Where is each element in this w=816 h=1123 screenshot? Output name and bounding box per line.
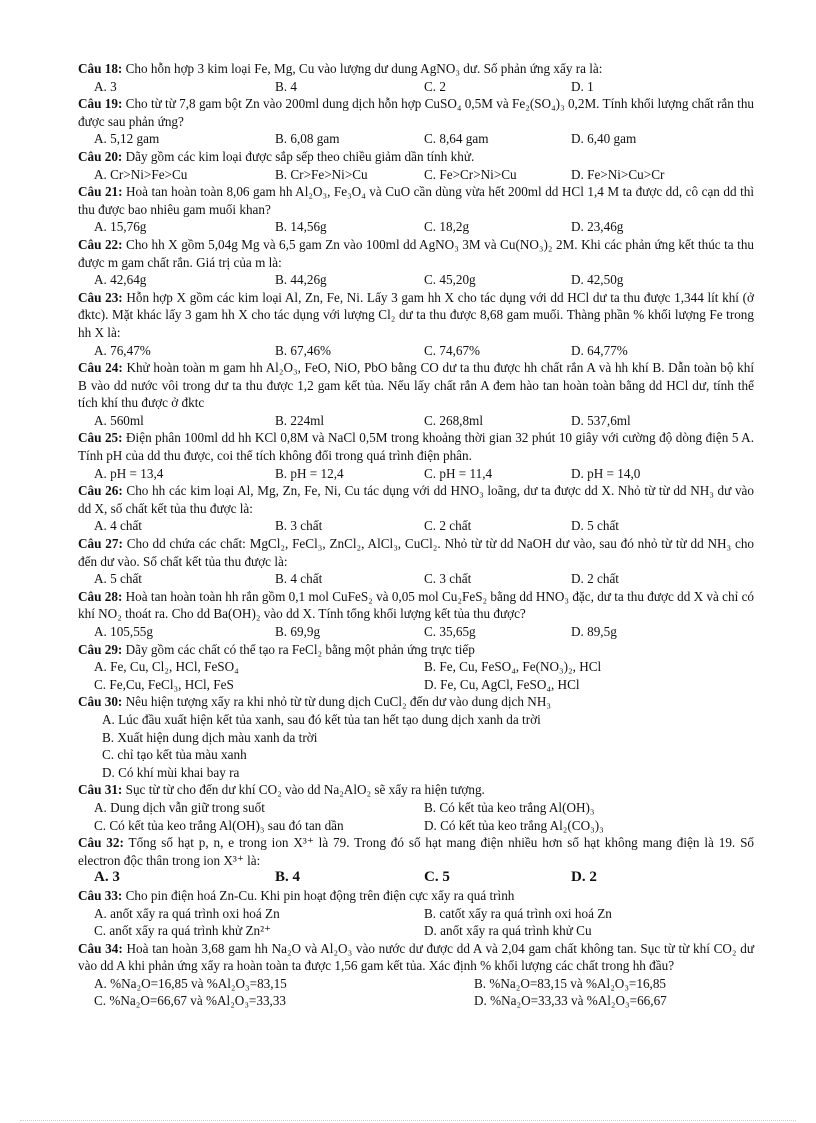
answer-option: A. Dung dịch vẫn giữ trong suốt bbox=[94, 799, 265, 815]
question-block bbox=[78, 588, 754, 641]
question-number: Câu 29: bbox=[78, 641, 123, 657]
answer-option: C. Fe>Cr>Ni>Cu bbox=[424, 166, 517, 182]
question-block bbox=[78, 289, 754, 359]
question-text: Hoà tan hoàn toàn hh rắn gồm 0,1 mol CuFeS₂ và 0,05 mol Cu₂FeS₂ bằng dd HNO₃ đặc, dư ta thu được dd X và chỉ có khí NO₂ thoát ra. Cho dd Ba(OH)₂ vào dd X. Tính tổng khối lượng kết tủa thu được? bbox=[78, 588, 755, 622]
question-stem bbox=[78, 359, 754, 412]
question-stem bbox=[78, 148, 754, 166]
question-block bbox=[78, 183, 754, 236]
answer-option: D. Có khí mùi khai bay ra bbox=[102, 764, 240, 780]
question-stem bbox=[78, 60, 754, 78]
options-row bbox=[78, 729, 754, 747]
question-text: Nêu hiện tượng xẩy ra khi nhỏ từ từ dung dịch CuCl₂ đến dư vào dung dịch NH₃ bbox=[125, 694, 551, 710]
question-text: Dãy gồm các kim loại được sắp sếp theo chiều giảm dần tính khử. bbox=[125, 148, 475, 164]
answer-option: C. 18,2g bbox=[424, 219, 470, 235]
options-row bbox=[78, 711, 754, 729]
question-block bbox=[78, 781, 754, 834]
question-text: Cho hỗn hợp 3 kim loại Fe, Mg, Cu vào lượng dư dung AgNO₃ dư. Số phản ứng xẩy ra là: bbox=[125, 61, 603, 76]
answer-option: D. Fe>Ni>Cu>Cr bbox=[571, 166, 665, 182]
answer-option: A. 42,64g bbox=[94, 272, 147, 288]
question-number: Câu 20: bbox=[78, 148, 123, 164]
question-number: Câu 27: bbox=[78, 536, 123, 552]
answer-option: C. chỉ tạo kết tủa màu xanh bbox=[102, 747, 247, 763]
answer-option: A. 105,55g bbox=[94, 624, 153, 639]
answer-option: D. 42,50g bbox=[571, 272, 624, 288]
answer-option: A. 3 bbox=[94, 78, 117, 94]
question-stem bbox=[78, 482, 754, 517]
answer-option: D. pH = 14,0 bbox=[571, 465, 641, 481]
answer-option: D. 64,77% bbox=[571, 342, 628, 358]
answer-option: B. 224ml bbox=[275, 412, 325, 428]
answer-option: A. Cr>Ni>Fe>Cu bbox=[94, 166, 188, 182]
question-stem bbox=[78, 429, 754, 464]
question-text: Hoà tan hoàn 3,68 gam hh Na₂O và Al₂O₃ vào nước dư được dd A và 2,04 gam chất không tan. Sục từ từ khí CO₂ dư vào dd A khi phản ứng xẩy ra hoàn toàn ta được 1,56 gam kết tủa. Xác định % khối lượng các chất trong hh đầu? bbox=[78, 940, 755, 974]
question-text: Hỗn hợp X gồm các kim loại Al, Zn, Fe, Ni. Lấy 3 gam hh X cho tác dụng với dd HCl dư ta thu được 1,344 lít khí (ở đktc). Mặt khác lấy 3 gam hh X cho tác dụng với lượng Cl₂ dư ta thu được 8,68 gam muối. Thàng phần % khối lượng Fe trong hh X là: bbox=[78, 289, 754, 340]
options-row bbox=[78, 905, 754, 923]
question-block bbox=[78, 482, 754, 535]
answer-option: A. 76,47% bbox=[94, 342, 151, 358]
answer-option: B. Có kết tủa keo trắng Al(OH)₃ bbox=[424, 799, 595, 815]
question-stem bbox=[78, 95, 754, 130]
answer-option: B. Fe, Cu, FeSO₄, Fe(NO₃)₂, HCl bbox=[424, 659, 602, 675]
answer-option: D. 89,5g bbox=[571, 624, 617, 639]
answer-option: C. 5 bbox=[424, 869, 450, 886]
question-text: Tổng số hạt p, n, e trong ion X³⁺ là 79. Trong đó số hạt mang điện nhiều hơn số hạt không mang điện là 19. Số electron độc thân trong ion X³⁺ là: bbox=[78, 835, 755, 868]
options-row bbox=[78, 271, 754, 289]
question-block bbox=[78, 359, 754, 429]
answer-option: A. 560ml bbox=[94, 412, 144, 428]
options-row bbox=[78, 623, 754, 641]
answer-option: D. 23,46g bbox=[571, 219, 624, 235]
options-row bbox=[78, 130, 754, 148]
answer-option: B. 14,56g bbox=[275, 219, 327, 235]
question-block bbox=[78, 834, 754, 887]
answer-option: A. %Na₂O=16,85 và %Al₂O₃=83,15 bbox=[94, 975, 287, 991]
answer-option: A. pH = 13,4 bbox=[94, 465, 164, 481]
question-block bbox=[78, 236, 754, 289]
question-text: Dãy gồm các chất có thể tạo ra FeCl₂ bằng một phản ứng trực tiếp bbox=[125, 641, 475, 657]
question-text: Cho từ từ 7,8 gam bột Zn vào 200ml dung dịch hỗn hợp CuSO₄ 0,5M và Fe₂(SO₄)₃ 0,2M. Tính khối lượng chất rắn thu được sau phản ứng? bbox=[78, 96, 755, 129]
question-stem bbox=[78, 289, 754, 342]
question-number: Câu 30: bbox=[78, 694, 123, 710]
answer-option: A. 15,76g bbox=[94, 219, 147, 235]
options-row bbox=[78, 746, 754, 764]
answer-option: B. 3 chất bbox=[275, 518, 323, 534]
answer-option: A. 3 bbox=[94, 869, 120, 886]
answer-option: B. 44,26g bbox=[275, 272, 327, 288]
answer-option: C. Có kết tủa keo trắng Al(OH)₃ sau đó tan dần bbox=[94, 817, 344, 833]
question-block bbox=[78, 940, 754, 1010]
question-text: Cho hh các kim loại Al, Mg, Zn, Fe, Ni, Cu tác dụng với dd HNO₃ loãng, dư ta được dd X. Nhỏ từ từ dd NH₃ dư vào dd X, số chất kết tủa thu được là: bbox=[78, 483, 754, 516]
options-row bbox=[78, 975, 754, 993]
question-text: Điện phân 100ml dd hh KCl 0,8M và NaCl 0,5M trong khoảng thời gian 32 phút 10 giây với cường độ dòng điện 5 A. Tính pH của dd thu được, coi thể tích không đổi trong quá trình điện phân. bbox=[78, 430, 755, 464]
question-block bbox=[78, 60, 754, 95]
options-row bbox=[78, 992, 754, 1010]
answer-option: B. Cr>Fe>Ni>Cu bbox=[275, 166, 368, 182]
answer-option: B. catốt xẩy ra quá trình oxi hoá Zn bbox=[424, 905, 612, 921]
answer-option: A. Fe, Cu, Cl₂, HCl, FeSO₄ bbox=[94, 659, 239, 675]
question-number: Câu 33: bbox=[78, 887, 123, 903]
answer-option: A. 5,12 gam bbox=[94, 131, 160, 147]
answer-option: D. 5 chất bbox=[571, 518, 619, 534]
question-number: Câu 26: bbox=[78, 483, 123, 499]
answer-option: D. 2 bbox=[571, 869, 597, 886]
question-stem bbox=[78, 887, 754, 905]
question-stem bbox=[78, 940, 754, 975]
question-text: Cho dd chứa các chất: MgCl₂, FeCl₃, ZnCl₂, AlCl₃, CuCl₂. Nhỏ từ từ dd NaOH dư vào, sau đó nhỏ từ từ dd NH₃ cho đến dư vào. Số chất kết tủa thu được là: bbox=[78, 536, 755, 569]
answer-option: B. pH = 12,4 bbox=[275, 465, 344, 481]
question-number: Câu 22: bbox=[78, 236, 123, 252]
question-number: Câu 23: bbox=[78, 289, 123, 305]
answer-option: D. 6,40 gam bbox=[571, 131, 637, 147]
answer-option: B. 4 bbox=[275, 78, 297, 94]
answer-option: B. 4 bbox=[275, 869, 301, 886]
answer-option: C. anốt xẩy ra quá trình khử Zn²⁺ bbox=[94, 923, 272, 939]
options-row bbox=[78, 218, 754, 236]
question-number: Câu 25: bbox=[78, 430, 123, 446]
options-row bbox=[78, 570, 754, 588]
answer-option: B. Xuất hiện dung dịch màu xanh da trời bbox=[102, 729, 318, 745]
question-number: Câu 18: bbox=[78, 61, 123, 76]
question-block bbox=[78, 95, 754, 148]
answer-option: C. 8,64 gam bbox=[424, 131, 489, 147]
options-row bbox=[78, 412, 754, 430]
answer-option: C. 268,8ml bbox=[424, 412, 483, 428]
question-stem bbox=[78, 693, 754, 711]
answer-option: C. 45,20g bbox=[424, 272, 476, 288]
question-stem bbox=[78, 588, 754, 623]
question-block bbox=[78, 429, 754, 482]
options-row bbox=[78, 658, 754, 676]
question-number: Câu 19: bbox=[78, 96, 123, 112]
options-row bbox=[78, 78, 754, 96]
question-text: Sục từ từ cho đến dư khí CO₂ vào dd Na₂AlO₂ sẽ xẩy ra hiện tượng. bbox=[125, 782, 485, 798]
question-block bbox=[78, 693, 754, 781]
options-row bbox=[78, 799, 754, 817]
answer-option: D. 537,6ml bbox=[571, 412, 631, 428]
question-block bbox=[78, 148, 754, 183]
answer-option: A. 4 chất bbox=[94, 518, 142, 534]
answer-option: B. 4 chất bbox=[275, 571, 323, 587]
answer-option: C. pH = 11,4 bbox=[424, 465, 493, 481]
answer-option: D. %Na₂O=33,33 và %Al₂O₃=66,67 bbox=[474, 993, 667, 1009]
options-row bbox=[78, 676, 754, 694]
question-stem bbox=[78, 236, 754, 271]
question-number: Câu 21: bbox=[78, 184, 123, 200]
options-row bbox=[78, 166, 754, 184]
answer-option: B. 6,08 gam bbox=[275, 131, 340, 147]
options-row bbox=[78, 465, 754, 483]
question-text: Cho pin điện hoá Zn-Cu. Khi pin hoạt động trên điện cực xẩy ra quá trình bbox=[125, 887, 515, 903]
answer-option: D. Fe, Cu, AgCl, FeSO₄, HCl bbox=[424, 676, 580, 692]
question-block bbox=[78, 641, 754, 694]
answer-option: D. anốt xẩy ra quá trình khử Cu bbox=[424, 923, 592, 939]
answer-option: B. 69,9g bbox=[275, 624, 321, 639]
question-stem bbox=[78, 183, 754, 218]
answer-option: C. 2 bbox=[424, 78, 446, 94]
question-number: Câu 31: bbox=[78, 782, 123, 798]
answer-option: C. Fe,Cu, FeCl₃, HCl, FeS bbox=[94, 676, 234, 692]
page-bottom-rule bbox=[20, 1120, 796, 1121]
options-row bbox=[78, 342, 754, 360]
options-row bbox=[78, 817, 754, 835]
question-stem bbox=[78, 535, 754, 570]
question-stem bbox=[78, 834, 754, 869]
options-row bbox=[78, 922, 754, 940]
question-text: Khử hoàn toàn m gam hh Al₂O₃, FeO, NiO, PbO bằng CO dư ta thu được hh chất rắn A và hh khí B. Dẫn toàn bộ khí B vào dd nước vôi trong dư ta thu được 1,2 gam kết tủa. Nếu lấy chất rắn A đem hào tan hoàn toàn bằng dd HCl dư, tính thể tích khí thu được ở đktc bbox=[78, 360, 754, 411]
answer-option: D. 2 chất bbox=[571, 571, 619, 587]
answer-option: D. 1 bbox=[571, 78, 594, 94]
answer-option: A. 5 chất bbox=[94, 571, 142, 587]
answer-option: C. 3 chất bbox=[424, 571, 472, 587]
question-stem bbox=[78, 781, 754, 799]
answer-option: C. 2 chất bbox=[424, 518, 472, 534]
options-row bbox=[78, 869, 754, 887]
question-stem bbox=[78, 641, 754, 659]
answer-option: A. anốt xẩy ra quá trình oxi hoá Zn bbox=[94, 905, 280, 921]
question-sheet bbox=[78, 60, 754, 1010]
question-block bbox=[78, 535, 754, 588]
answer-option: C. %Na₂O=66,67 và %Al₂O₃=33,33 bbox=[94, 993, 287, 1009]
answer-option: C. 74,67% bbox=[424, 342, 481, 358]
question-text: Hoà tan hoàn toàn 8,06 gam hh Al₂O₃, Fe₃O₄ và CuO cần dùng vừa hết 200ml dd HCl 1,4 M ta được dd, cô cạn dd thì thu được bao nhiêu gam muối khan? bbox=[78, 184, 754, 217]
options-row bbox=[78, 764, 754, 782]
options-row bbox=[78, 517, 754, 535]
question-number: Câu 34: bbox=[78, 940, 123, 956]
question-number: Câu 24: bbox=[78, 360, 123, 376]
question-number: Câu 32: bbox=[78, 835, 124, 851]
answer-option: B. 67,46% bbox=[275, 342, 332, 358]
question-text: Cho hh X gồm 5,04g Mg và 6,5 gam Zn vào 100ml dd AgNO₃ 3M và Cu(NO₃)₂ 2M. Khi các phản ứng kết thúc ta thu được m gam chất rắn. Giá trị của m là: bbox=[78, 236, 755, 270]
answer-option: D. Có kết tủa keo trắng Al₂(CO₃)₃ bbox=[424, 817, 604, 833]
question-block bbox=[78, 887, 754, 940]
answer-option: C. 35,65g bbox=[424, 624, 476, 639]
answer-option: B. %Na₂O=83,15 và %Al₂O₃=16,85 bbox=[474, 975, 667, 991]
question-number: Câu 28: bbox=[78, 588, 123, 604]
answer-option: A. Lúc đầu xuất hiện kết tủa xanh, sau đó kết tủa tan hết tạo dung dịch xanh da trời bbox=[102, 711, 541, 727]
